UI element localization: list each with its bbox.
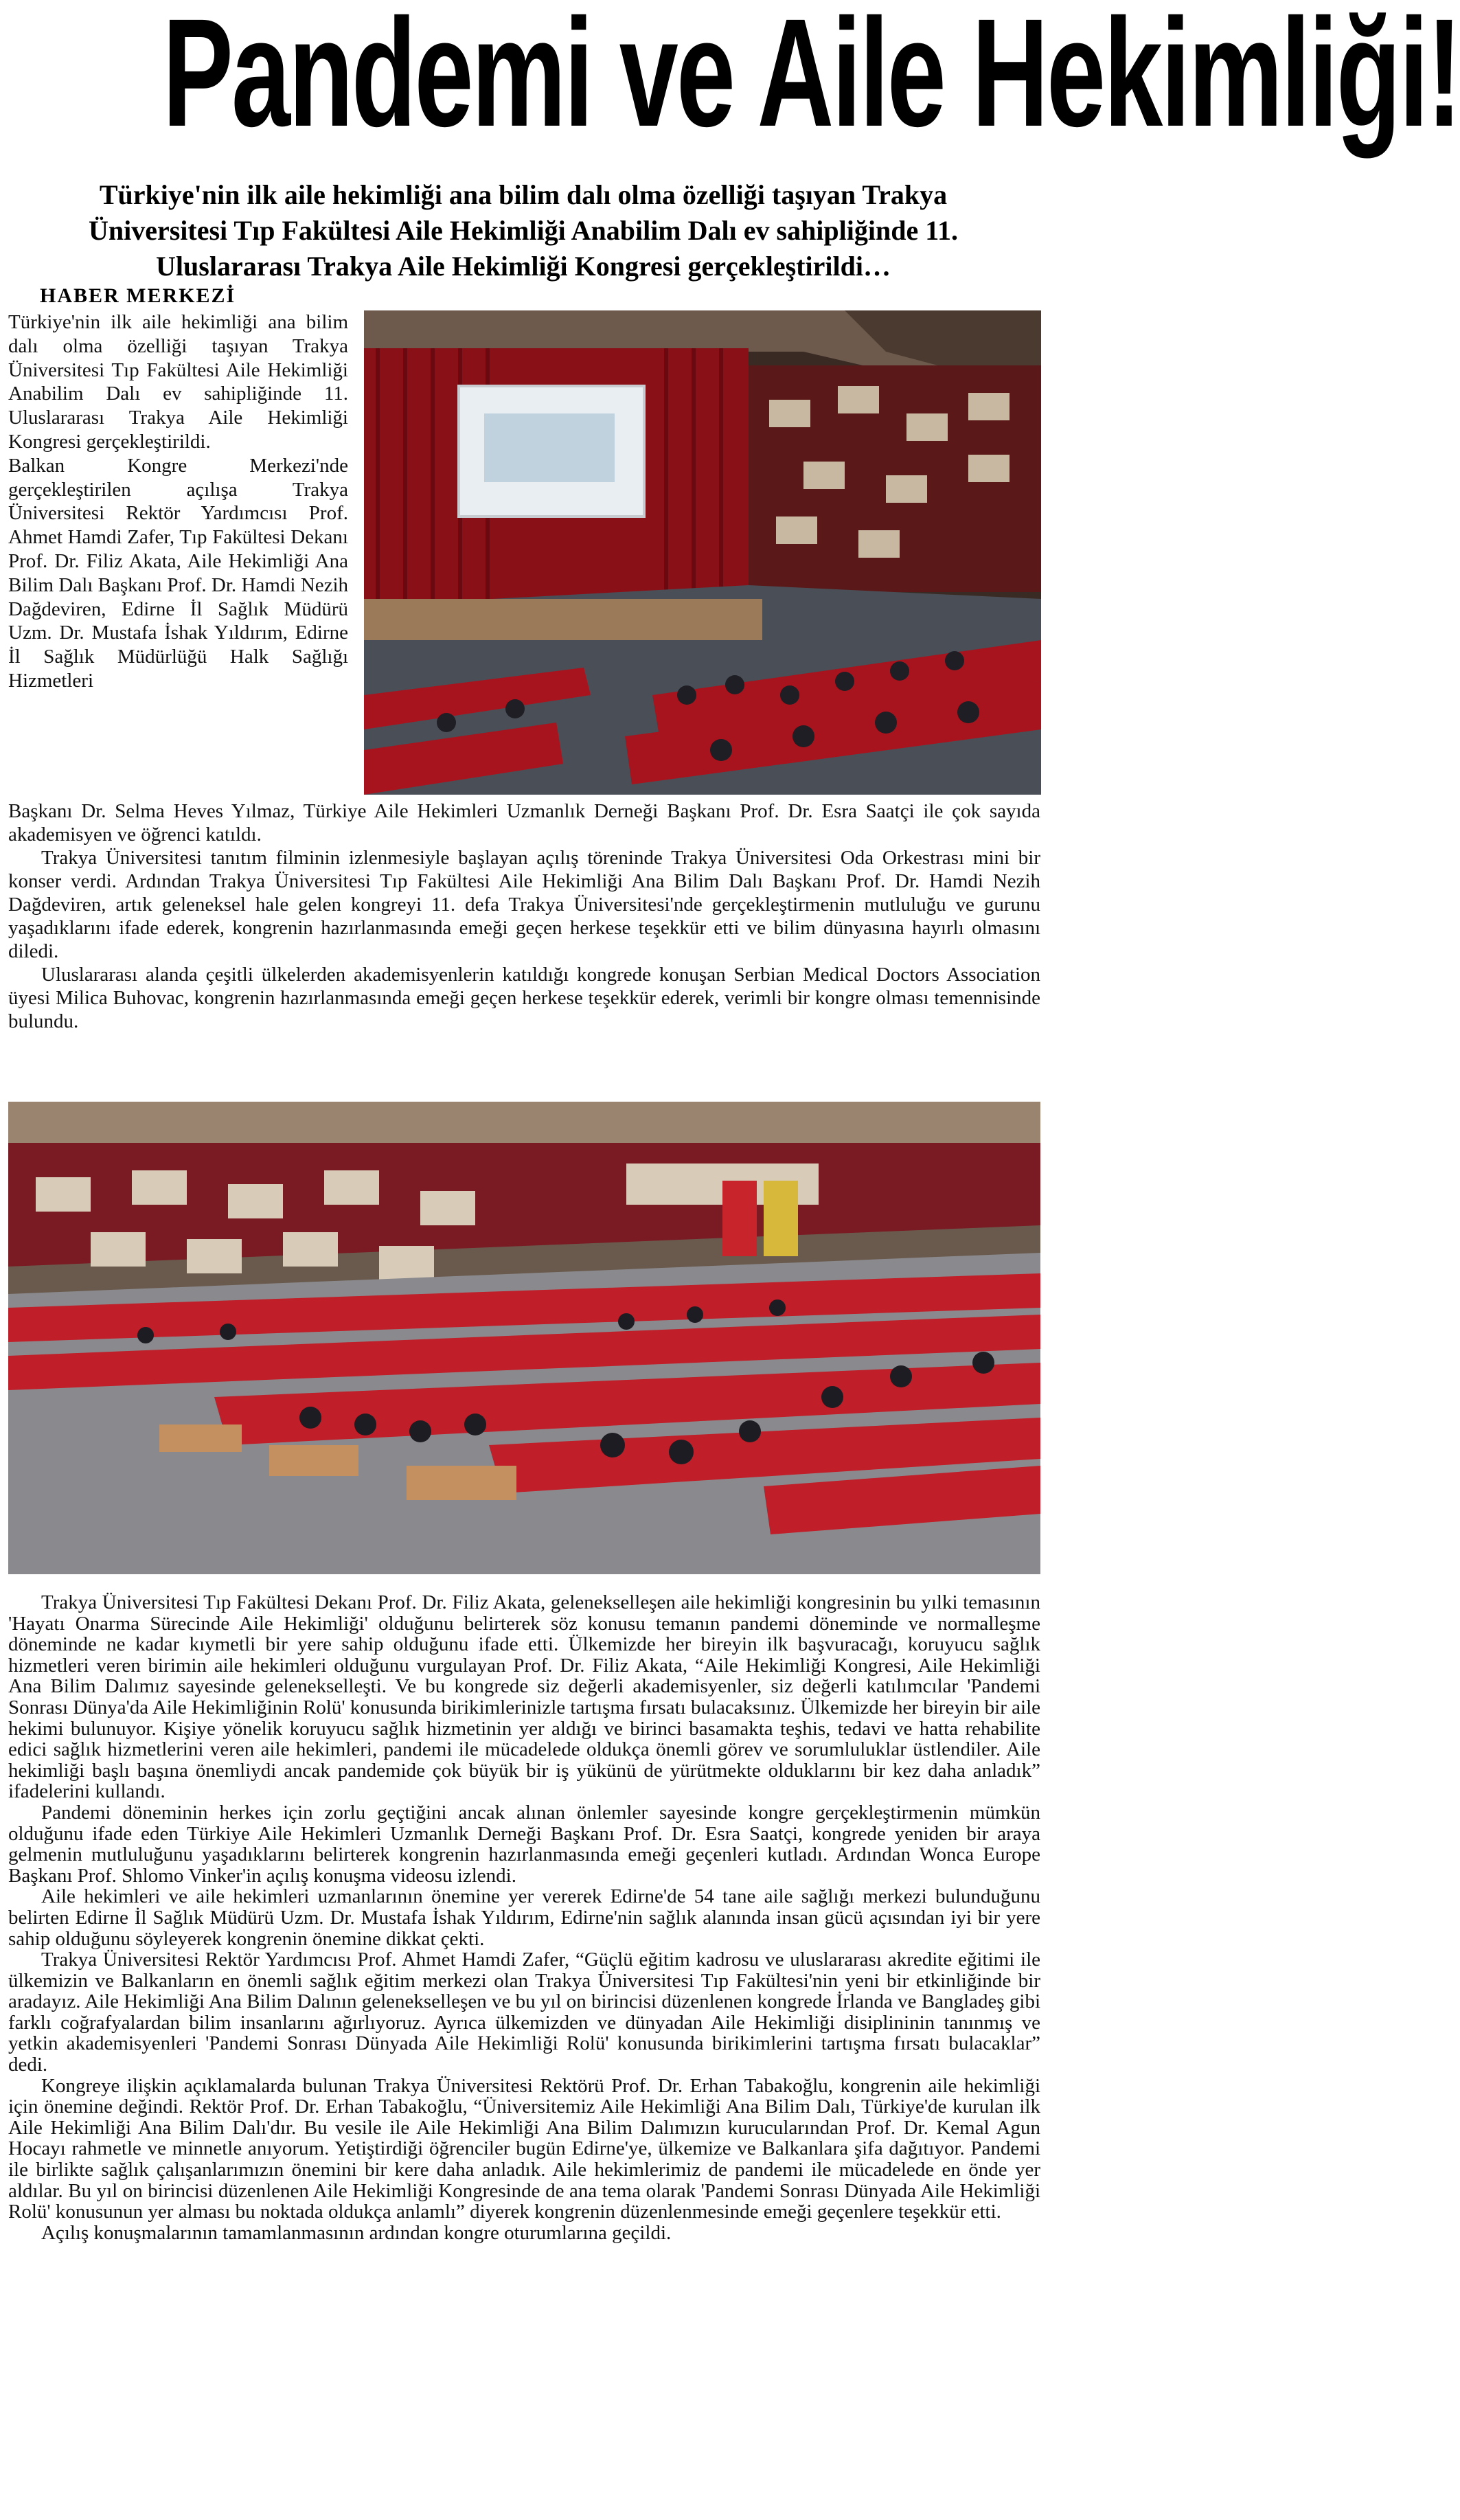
paragraph: Aile hekimleri ve aile hekimleri uzmanlarının önemine yer vererek Edirne'de 54 tane aile sağlığı merkezi bulunduğunu belirten Edirne İl Sağlık Müdürü Uzm. Dr. Mustafa İshak Yıldırım, Edirne'nin sağlık alanında insan gücü açısından iyi bir yere sahip olduğunu söyleyerek kongrenin önemine dikkat çekti. xyxy=(8,1885,1040,1950)
article-section xyxy=(8,1592,1040,2243)
paragraph: Başkanı Dr. Selma Heves Yılmaz, Türkiye Aile Hekimleri Uzmanlık Derneği Başkanı Prof. Dr. Esra Saatçi ile çok sayıda akademisyen ve öğrenci katıldı. xyxy=(8,800,1040,845)
paragraph: Uluslararası alanda çeşitli ülkelerden akademisyenlerin katıldığı kongrede konuşan Serbian Medical Doctors Association üyesi Milica Buhovac, kongrenin hazırlanmasında emeği geçen herkese teşekkür ederek, verimli bir kongre olması temennisinde bulundu. xyxy=(8,964,1040,1032)
lead-paragraph: Türkiye'nin ilk aile hekimliği ana bilim dalı olma özelliği taşıyan Trakya Üniversitesi Tıp Fakültesi Aile Hekimliği Anabilim Dalı ev sahipliğinde 11. Uluslararası Trakya Aile Hekimliği Kongresi gerçekleştirildi… xyxy=(88,179,959,282)
headline: Pandemi ve Aile Hekimliği! xyxy=(162,0,1460,159)
paragraph: Açılış konuşmalarının tamamlanmasının ardından kongre oturumlarına geçildi. xyxy=(41,2221,672,2244)
paragraph: Balkan Kongre Merkezi'nde gerçekleştirilen açılışa Trakya Üniversitesi Rektör Yardımcısı Prof. Ahmet Hamdi Zafer, Tıp Fakültesi Dekanı Prof. Dr. Filiz Akata, Aile Hekimliği Ana Bilim Dalı Başkanı Prof. Dr. Hamdi Nezih Dağdeviren, Edirne İl Sağlık Müdürü Uzm. Dr. Mustafa İshak Yıldırım, Edirne İl Sağlık Müdürlüğü Halk Sağlığı Hizmetleri xyxy=(8,454,348,692)
paragraph: Trakya Üniversitesi Tıp Fakültesi Dekanı Prof. Dr. Filiz Akata, gelenekselleşen aile hekimliği kongresinin bu yılki temasının 'Hayatı Onarma Sürecinde Aile Hekimliği' olduğunu belirterek söz konusu temanın pandemi döneminde ve normalleşme döneminde ne kadar kıymetli bir yere sahip olduğunu ifade etti. Ülkemizde her bireyin ilk başvuracağı, koruyucu sağlık hizmetleri veren birimin aile hekimleri olduğunu vurgulayan Prof. Dr. Filiz Akata, “Aile Hekimliği Kongresi, Aile Hekimliği Ana Bilim Dalımız sayesinde gelenekselleşti. Ve bu kongrede siz değerli akademisyenler, siz değerli katılımcılar 'Pandemi Sonrası Dünya'da Aile Hekimliğinin Rolü' konusunda birikimlerinizle tartışma fırsatı bulacaksınız. Ülkemizde her bireyin bir aile hekimi bulunuyor. Kişiye yönelik koruyucu sağlık hizmetinin yer aldığı ve birinci basamakta teşhis, tedavi ve hatta rehabilite edici sağlık hizmetlerini veren aile hekimleri, pandemi ile mücadelede oldukça önemli görev ve sorumluluklar üstlendiler. Aile hekimliği başlı başına önemliydi ancak pandemide çok büyük bir iş yükünü de yürütmekte olduklarını bir kez daha anladık” ifadelerini kullandı. xyxy=(8,1591,1040,1803)
left-column xyxy=(8,310,348,693)
article-section xyxy=(8,799,1040,1033)
byline: HABER MERKEZİ xyxy=(40,284,236,307)
auditorium-audience-photo xyxy=(8,1102,1040,1574)
paragraph: Pandemi döneminin herkes için zorlu geçtiğini ancak alınan önlemler sayesinde kongre gerçekleştirmenin mümkün olduğunu ifade eden Türkiye Aile Hekimleri Uzmanlık Derneği Başkanı Prof. Dr. Esra Saatçi, kongrede yeniden bir araya gelmenin mutluluğunu yaşadıklarını belirterek kongrenin hazırlanmasında emeği geçenleri kutladı. Ardından Wonca Europe Başkanı Prof. Shlomo Vinker'in açılış konuşma videosu izlendi. xyxy=(8,1801,1040,1887)
paragraph: Trakya Üniversitesi Rektör Yardımcısı Prof. Ahmet Hamdi Zafer, “Güçlü eğitim kadrosu ve uluslararası akredite eğitimi ile ülkemizin ve Balkanların en önemli sağlık eğitim merkezi olan Trakya Üniversitesi Tıp Fakültesi'nin yeni bir etkinliğinde bir aradayız. Aile Hekimliği Ana Bilim Dalının gelenekselleşen ve bu yıl on birincisi düzenlenen kongrede İrlanda ve Bangladeş gibi farklı coğrafyalardan bilim insanlarını ağırlıyoruz. Ayrıca ülkemizden ve dünyadan Aile Hekimliği disiplininin tanınmış ve yetkin akademisyenleri 'Pandemi Sonrası Dünyada Aile Hekimliği Rolü' konusunda birikimlerini tartışma fırsatı bulacaklar” dedi. xyxy=(8,1949,1040,2076)
stage-with-audience-photo xyxy=(364,310,1041,795)
paragraph: Kongreye ilişkin açıklamalarda bulunan Trakya Üniversitesi Rektörü Prof. Dr. Erhan Tabakoğlu, kongrenin aile hekimliği için önemine değindi. Rektör Prof. Dr. Erhan Tabakoğlu, “Üniversitemiz Aile Hekimliği Ana Bilim Dalı, Türkiye'de kurulan ilk Aile Hekimliği Ana Bilim Dalı'dır. Bu vesile ile Aile Hekimliği Ana Bilim Dalımızın kurucularından Prof. Dr. Kemal Agun Hocayı rahmetle ve minnetle anıyorum. Yetiştirdiği öğrenciler bugün Edirne'ye, ülkemize ve Balkanlara şifa dağıtıyor. Pandemi ile birlikte sağlık çalışanlarımızın önemini bir kere daha anladık. Aile hekimlerimiz de pandemi ile mücadelede en önde yer aldılar. Bu yıl on birincisi düzenlenen Aile Hekimliği Kongresinde de ana tema olarak 'Pandemi Sonrası Dünyada Aile Hekimliği Rolü' konusunun yer alması bu noktada oldukça anlamlı” diyerek kongrenin düzenlenmesinde emeği geçenlere teşekkür etti. xyxy=(8,2074,1040,2223)
paragraph: Trakya Üniversitesi tanıtım filminin izlenmesiyle başlayan açılış töreninde Trakya Üniversitesi Oda Orkestrası mini bir konser verdi. Ardından Trakya Üniversitesi Tıp Fakültesi Aile Hekimliği Ana Bilim Dalı Başkanı Prof. Dr. Hamdi Nezih Dağdeviren, artık geleneksel hale gelen kongreyi 11. defa Trakya Üniversitesi'nde gerçekleştirmenin mutluluğu ve gurunu yaşadıklarını ifade ederek, kongrenin hazırlanmasında emeği geçen herkese teşekkür etti ve bilim dünyasına hayırlı olmasını diledi. xyxy=(8,847,1040,962)
paragraph: Türkiye'nin ilk aile hekimliği ana bilim dalı olma özelliği taşıyan Trakya Üniversitesi Tıp Fakültesi Aile Hekimliği Anabilim Dalı ev sahipliğinde 11. Uluslararası Trakya Aile Hekimliği Kongresi gerçekleştirildi. xyxy=(8,311,348,453)
